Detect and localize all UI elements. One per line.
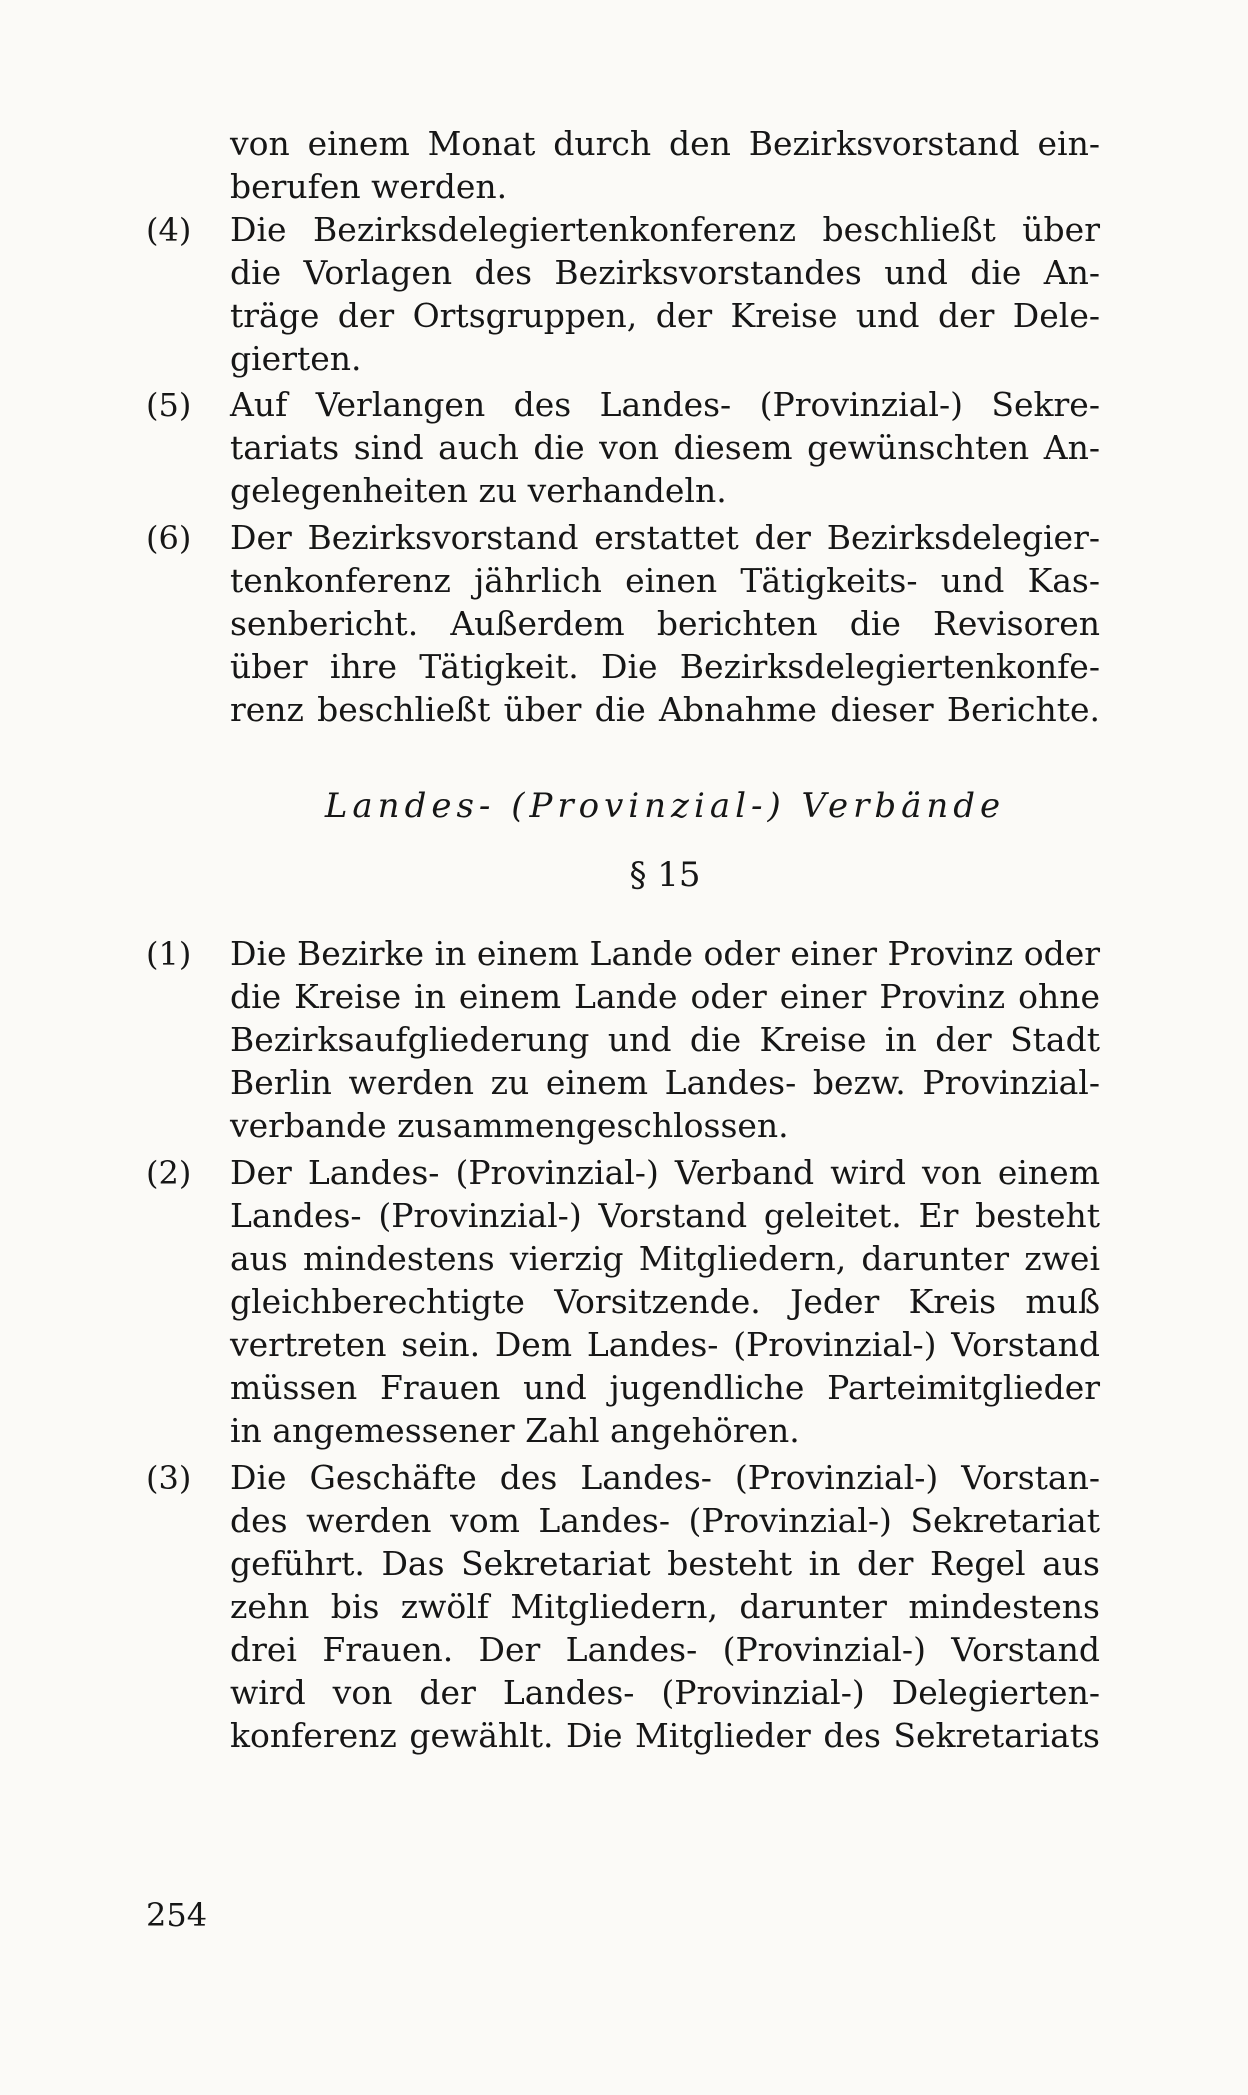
text-line: müssen Frauen und jugendliche Parteimitglieder: [230, 1368, 1100, 1407]
text-line: träge der Ortsgruppen, der Kreise und der Dele-: [230, 296, 1100, 335]
text-line: Auf Verlangen des Landes- (Provinzial-) Sekre-: [230, 385, 1100, 424]
text-line: tariats sind auch die von diesem gewünschten An-: [230, 428, 1100, 467]
text-line: geführt. Das Sekretariat besteht in der Regel aus: [230, 1544, 1100, 1583]
text-line: konferenz gewählt. Die Mitglieder des Sekretariats: [230, 1716, 1100, 1755]
text-line: verbande zusammengeschlossen.: [230, 1106, 789, 1145]
text-line: Die Geschäfte des Landes- (Provinzial-) Vorstan-: [230, 1458, 1100, 1497]
text-line: Die Bezirksdelegiertenkonferenz beschließt über: [230, 210, 1100, 249]
text-line: berufen werden.: [230, 167, 508, 206]
text-line: renz beschließt über die Abnahme dieser Berichte.: [230, 690, 1100, 729]
paragraph-number: (3): [146, 1459, 192, 1497]
text-line: tenkonferenz jährlich einen Tätigkeits- und Kas-: [230, 561, 1100, 600]
text-line: Bezirksaufgliederung und die Kreise in der Stadt: [230, 1020, 1100, 1059]
text-line: über ihre Tätigkeit. Die Bezirksdelegiertenkonfe-: [230, 647, 1100, 686]
text-line: die Kreise in einem Lande oder einer Provinz ohne: [230, 977, 1100, 1016]
text-line: des werden vom Landes- (Provinzial-) Sekretariat: [230, 1501, 1100, 1540]
text-line: gierten.: [230, 339, 362, 378]
text-line: die Vorlagen des Bezirksvorstandes und die An-: [230, 253, 1100, 292]
text-line: gelegenheiten zu verhandeln.: [230, 471, 727, 510]
section-number: § 15: [629, 855, 701, 895]
text-line: in angemessener Zahl angehören.: [230, 1411, 800, 1450]
paragraph-number: (4): [146, 211, 192, 249]
paragraph-number: (2): [146, 1154, 192, 1192]
text-line: gleichberechtigte Vorsitzende. Jeder Kreis muß: [230, 1282, 1100, 1321]
text-line: senbericht. Außerdem berichten die Revisoren: [230, 604, 1100, 643]
text-line: Der Bezirksvorstand erstattet der Bezirksdelegier-: [230, 518, 1100, 557]
text-line: Der Landes- (Provinzial-) Verband wird von einem: [230, 1153, 1100, 1192]
text-line: wird von der Landes- (Provinzial-) Delegierten-: [230, 1673, 1100, 1712]
paragraph-number: (1): [146, 935, 192, 973]
paragraph-number: (5): [146, 386, 192, 424]
paragraph-number: (6): [146, 519, 192, 557]
text-line: Landes- (Provinzial-) Vorstand geleitet. Er besteht: [230, 1196, 1100, 1235]
text-line: Die Bezirke in einem Lande oder einer Provinz oder: [230, 934, 1100, 973]
text-line: aus mindestens vierzig Mitgliedern, darunter zwei: [230, 1239, 1100, 1278]
text-line: Berlin werden zu einem Landes- bezw. Provinzial-: [230, 1063, 1100, 1102]
text-line: vertreten sein. Dem Landes- (Provinzial-) Vorstand: [230, 1325, 1100, 1364]
section-heading: Landes- (Provinzial-) Verbände: [324, 786, 1006, 826]
page-number: 254: [146, 1896, 208, 1934]
text-line: zehn bis zwölf Mitgliedern, darunter mindestens: [230, 1587, 1100, 1626]
text-line: drei Frauen. Der Landes- (Provinzial-) Vorstand: [230, 1630, 1100, 1669]
text-line: von einem Monat durch den Bezirksvorstand ein-: [230, 124, 1100, 163]
